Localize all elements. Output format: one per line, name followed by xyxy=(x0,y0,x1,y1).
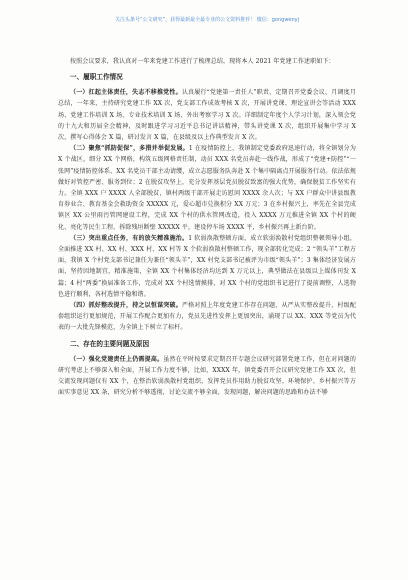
intro-paragraph: 按照会议要求，我认真对一年来党建工作进行了梳理总结，现将本人 2021 年党建工作述职如下： xyxy=(70,58,335,65)
paragraph-text: 认真履行“党建第一责任人”职责，定期召开党委会议，月调度月总结，一年来，主持研究党建工作 XX 次，党支部工作成效考核 X 次，开展讲党课、理论宣讲会等活动 XXX 场、党建工作培训 X 场、专业技术培训 X 场、外出考察学习 X 次。详细制定年度个人学习计划，深入领会党的十九大和历届全会精神，及时跟进学习习近平总书记讲话精神，带头讲党课 X 次，组织开展集中学习 X 次，撰写心得体会 X 篇，研讨发言 X 篇，在县级及以上作典型发言 X 次。 xyxy=(58,89,356,142)
paragraph-1-4 xyxy=(58,300,356,334)
paragraph-1-2 xyxy=(58,143,356,233)
paragraph-lead: （三）突出重点任务，有的放矢精准施治。 xyxy=(70,234,189,242)
section-heading-2: 二、存在的主要问题及原因 xyxy=(70,339,150,348)
paragraph-1-3 xyxy=(58,233,356,300)
paragraph-text: 1 软弱涣散整顿方面，成立软弱涣散村党组织整顿领导小组，全面推进 XX 村、XX 村、XXX 村、XX 村等 X 个软弱涣散村整顿工作，现全部转化完成；2 “领头羊”工程方面，我镇 X 个村党支部书记兼任为兼任“领头羊”，XX 村党支部书记被评为市级“领头羊”；3 集体经济发展方面，坚持因地制宜，精准施策，全镇 XX 个村集体经济均达到 X 万元以上，典型做法在县级以上媒体刊发 X 篇；4 村“两委”换届准备工作，完成对 XX 个村选情摸排，对 XX 个村的党组织书记进行了提前调整，人选物色进行顺利，各村选情平稳和谐。 xyxy=(58,234,356,298)
paragraph-lead: （四）抓好整改提升，持之以恒谋突破。 xyxy=(70,302,182,310)
paragraph-lead: （一）扛起主体责任，失志不移推党性。 xyxy=(70,89,182,97)
document-body xyxy=(58,56,356,576)
header-banner: 关注头条号“公文研究”，获得最新最全最专业的公文资料推荐！ 微信：gongwenyj xyxy=(114,17,300,23)
paragraph-lead: （一）强化党建责任上仍需提高。 xyxy=(70,355,164,363)
paragraph-2-1 xyxy=(58,354,356,399)
paragraph-lead: （二）聚焦“抓防促保”，多措并举促发展。 xyxy=(70,145,189,153)
paragraph-text: 严格对照上年度党建工作存在问题，从严从实整改提升，村级配套组织运行更加规范，开展工作配合更加有力，党员先进性发挥上更加突出，涌现了以 XX、XXX 等党员为代表的一大批先锋模范，为全镇上下树立了标杆。 xyxy=(58,302,356,332)
paragraph-1-1 xyxy=(58,87,356,143)
paragraph-text: 虽然在平时按要求定期召开专题会议研究部署党建工作，但在对问题的研究考虑上不够深入和全面，开展工作力度不够，比如，XXXX 年，镇党委召开会议研究党建工作 XX 次，但交流发现问题仅有 XX 个，在整治软弱涣散村党组织，发挥党员作用助力脱贫攻坚、环境保护、乡村振兴等方面实事意见 XX 条，研究分析不够透彻，讨论交流不够全面，发现问题，解决问题的思路和办法不够 xyxy=(58,355,356,397)
paragraph-text: 1 在疫情防控上，我镇制定党委政府迅速行动，将全镇划分为 X 个战区，细分 XX 个网格，构筑五级网格责任制，动员 XXX 名党员奔赴一线作战，形成了“党建+防控”“一张网”疫情防控体系，XX 名党员干部主动请缨，成立志愿服务队奔赴 X 个集中隔离点开展服务行动。依法依规做好对管控严密、服务到位；2 在脱贫攻坚上，充分发挥基层党员脱贫致富的强大优势，确保脱贫工作坚实有力。全镇 XXX 户 XXXX 人全部脱贫，镇村两级干部开展走访慰问 XXXX 余人次；与 XX 户群众中讲县级教育券业合、教育基金会救助资金 XXXXX 元，爱心超市兑换积分 XX 万元；3 在乡村振兴上，率先在全县完成镇区 XX 公里雨污管网建设工程，完成 XX 个村的供水管网改造，投入 XXXX 万元推进全镇 XX 个村的硬化、亮化等民生工程，拆除残垣断壁 XXXXX 平，建设停车场 XXXX 平，乡村振兴再上新台阶。 xyxy=(58,145,356,231)
section-heading-1: 一、履职工作情况 xyxy=(70,73,123,82)
